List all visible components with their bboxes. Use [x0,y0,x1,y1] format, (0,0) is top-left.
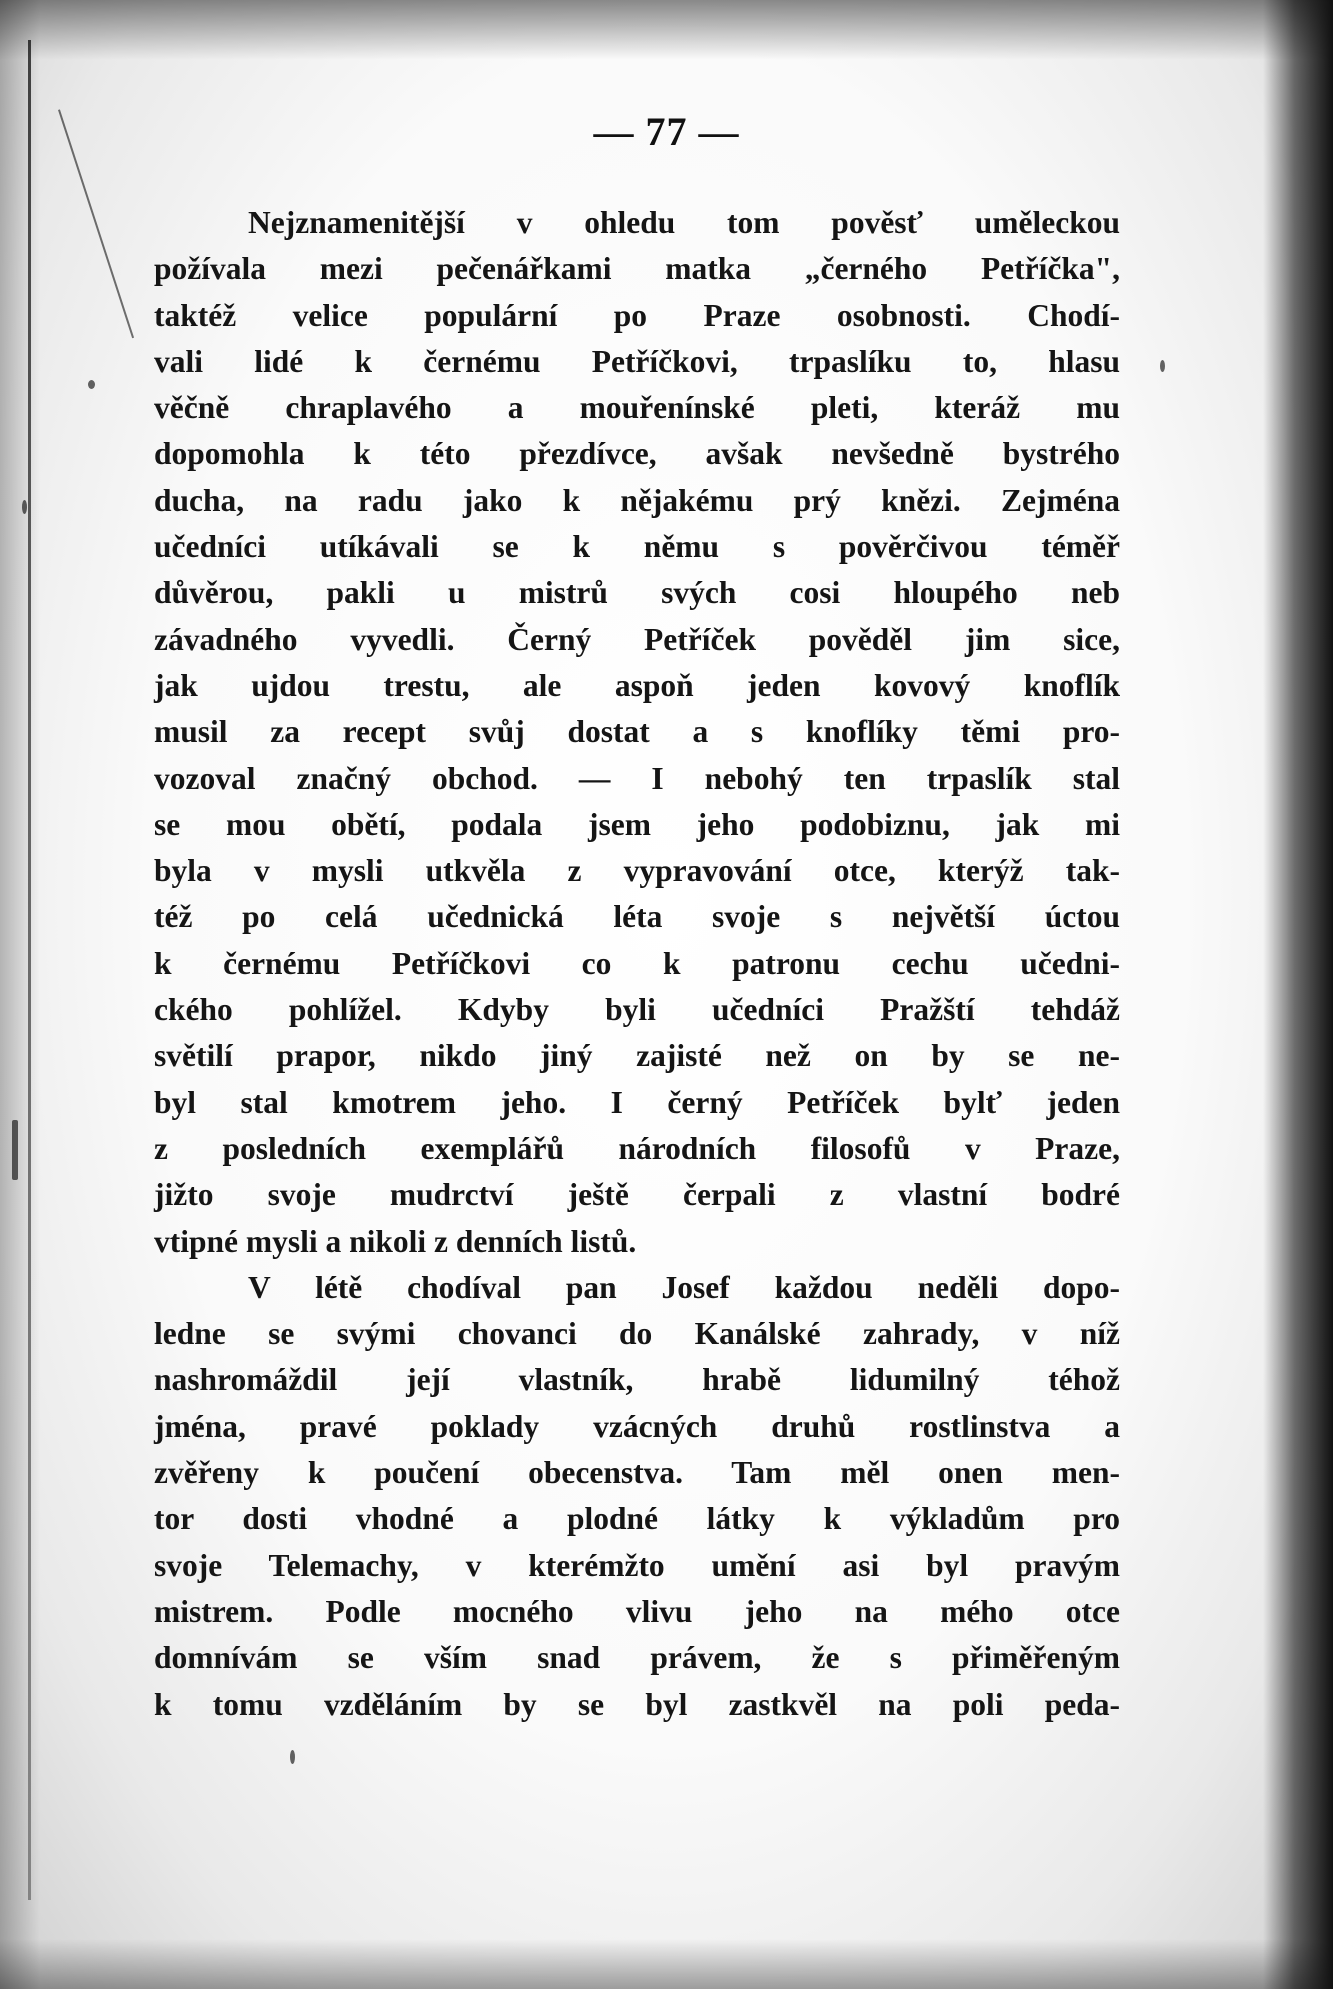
text-line: taktéž velice populární po Praze osobnosti. Chodí- [154,297,1120,333]
text-line: k černému Petříčkovi co k patronu cechu učedni- [154,945,1120,981]
text-line: jak ujdou trestu, ale aspoň jeden kovový knoflík [154,667,1120,703]
text-line: se mou obětí, podala jsem jeho podobiznu, jak mi [154,806,1120,842]
scan-shadow-bottom [0,1939,1333,1989]
scan-shadow-right [1263,0,1333,1989]
text-line: z posledních exemplářů národních filosofů v Praze, [154,1130,1120,1166]
text-line: tor dosti vhodné a plodné látky k výkladům pro [154,1501,1120,1537]
text-line: Nejznamenitější v ohledu tom pověsť uměleckou [248,205,1120,240]
text-line: k tomu vzděláním by se byl zastkvěl na poli peda- [154,1686,1120,1722]
text-line: domnívám se vším snad právem, že s přiměřeným [154,1640,1120,1676]
page-number-header: — 77 — [593,109,740,154]
body-text [154,200,1120,1728]
text-line: vozoval značný obchod. — I nebohý ten trpaslík stal [154,760,1120,796]
ink-speck [12,1120,18,1180]
text-line: musil za recept svůj dostat a s knoflíky těmi pro- [154,714,1120,750]
text-line: učedníci utíkávali se k němu s pověrčivou téměř [154,529,1120,565]
text-line: mistrem. Podle mocného vlivu jeho na mého otce [154,1593,1120,1629]
text-line: důvěrou, pakli u mistrů svých cosi hloupého neb [154,575,1120,611]
text-line: jména, pravé poklady vzácných druhů rostlinstva a [154,1408,1120,1444]
text-line: V létě chodíval pan Josef každou neděli dopo- [248,1269,1120,1305]
text-line: byla v mysli utkvěla z vypravování otce, kterýž tak- [154,853,1120,889]
margin-line [28,40,31,1900]
text-line: zvěřeny k poučení obecenstva. Tam měl onen men- [154,1455,1120,1491]
ink-speck [1160,360,1165,372]
text-line: věčně chraplavého a mouřenínské pleti, kteráž mu [154,390,1120,426]
scan-shadow-top [0,0,1333,60]
ink-speck [88,380,95,389]
text-line: závadného vyvedli. Černý Petříček pověděl jim sice, [154,621,1120,657]
ink-speck [22,500,27,514]
text-line: požívala mezi pečenářkami matka „černého Petříčka", [154,251,1120,287]
paragraph-2 [154,1265,1120,1728]
scan-shadow-left [0,0,40,1989]
text-line: ledne se svými chovanci do Kanálské zahrady, v níž [154,1316,1120,1352]
text-line: byl stal kmotrem jeho. I černý Petříček bylť jeden [154,1084,1120,1120]
text-line: jižto svoje mudrctví ještě čerpali z vlastní bodré [154,1177,1120,1213]
paragraph-1 [154,200,1120,1265]
text-line: svoje Telemachy, v kterémžto umění asi byl pravým [154,1547,1120,1583]
ink-speck [290,1750,295,1764]
text-line: nashromáždil její vlastník, hrabě lidumilný téhož [154,1362,1120,1398]
text-line: vali lidé k černému Petříčkovi, trpaslíku to, hlasu [154,343,1120,379]
text-line: dopomohla k této přezdívce, avšak nevšedně bystrého [154,436,1120,472]
text-line: vtipné mysli a nikoli z denních listů. [154,1223,637,1259]
text-line: světilí prapor, nikdo jiný zajisté než on by se ne- [154,1038,1120,1074]
text-line: ducha, na radu jako k nějakému prý knězi. Zejména [154,482,1120,518]
text-line: též po celá učednická léta svoje s největší úctou [154,899,1120,935]
text-line: ckého pohlížel. Kdyby byli učedníci Pražští tehdáž [154,992,1120,1028]
